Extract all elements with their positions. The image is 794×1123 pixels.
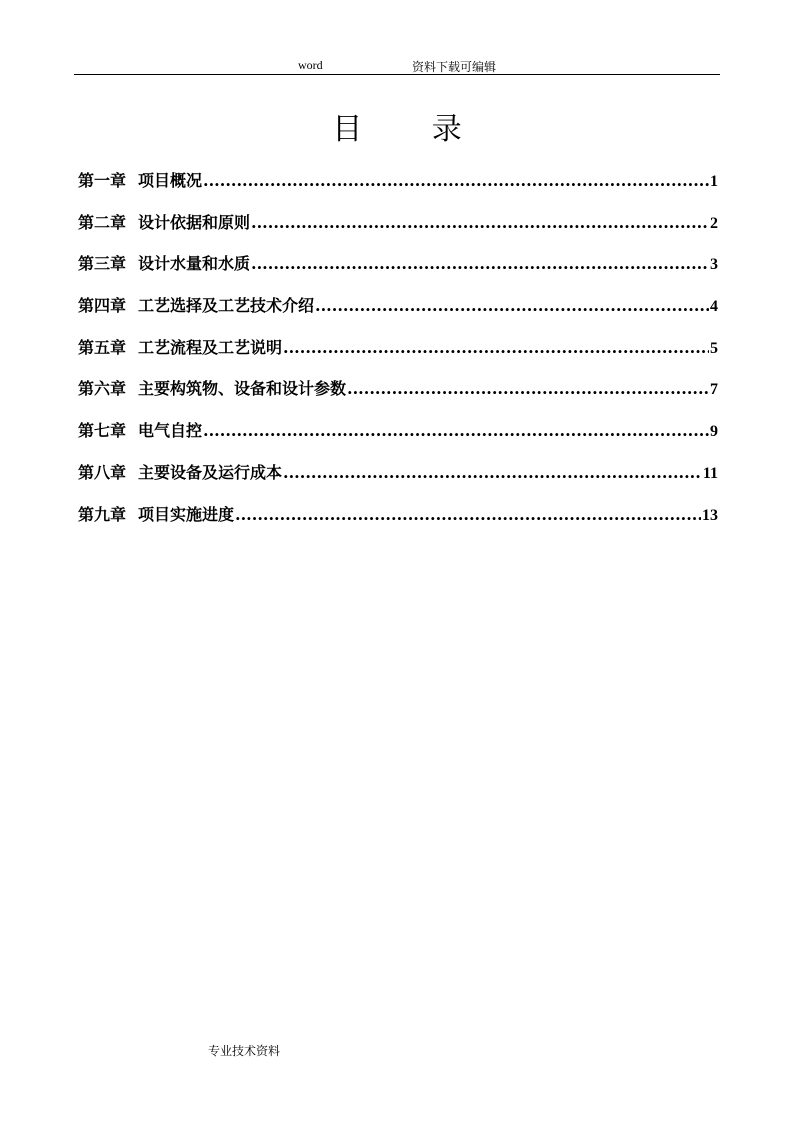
page-header: [74, 56, 720, 75]
page-footer: 专业技术资料: [208, 1044, 281, 1058]
toc-entry-2[interactable]: [78, 210, 718, 252]
toc-chapter-label: 第三章: [78, 254, 127, 274]
toc-entry-8[interactable]: [78, 460, 718, 502]
toc-page-number: 9: [710, 423, 718, 441]
toc-entry-4[interactable]: [78, 293, 718, 335]
toc-entry-3[interactable]: [78, 251, 718, 293]
toc-page-number: 11: [702, 464, 718, 482]
toc-dot-leader: [283, 463, 702, 482]
toc-chapter-label: 第九章: [78, 504, 127, 524]
toc-dot-leader: [203, 421, 709, 440]
toc-chapter-label: 第六章: [78, 379, 127, 399]
toc-chapter-name: 工艺选择及工艺技术介绍: [138, 296, 315, 316]
toc-dot-leader: [315, 296, 709, 315]
toc-page-number: 1: [710, 173, 718, 190]
toc-chapter-name: 设计依据和原则: [138, 212, 251, 232]
toc-page-number: 4: [710, 298, 718, 316]
toc-chapter-label: 第一章: [78, 171, 127, 190]
toc-dot-leader: [283, 338, 709, 357]
toc-entry-1[interactable]: [78, 168, 718, 210]
toc-title: 目 录: [332, 112, 492, 148]
toc-entry-6[interactable]: [78, 376, 718, 418]
toc-chapter-label: 第八章: [78, 462, 127, 482]
toc-page-number: 13: [702, 506, 718, 524]
toc-entry-7[interactable]: [78, 418, 718, 460]
toc-chapter-name: 主要设备及运行成本: [138, 462, 283, 482]
toc-entry-9[interactable]: [78, 502, 718, 544]
toc-chapter-name: 工艺流程及工艺说明: [138, 337, 283, 357]
toc-dot-leader: [235, 505, 701, 524]
toc-page-number: 3: [710, 256, 718, 274]
toc-chapter-label: 第二章: [78, 212, 127, 232]
toc-dot-leader: [347, 379, 709, 398]
toc-chapter-name: 电气自控: [138, 421, 203, 441]
toc-page-number: 2: [710, 214, 718, 232]
toc-chapter-label: 第七章: [78, 421, 127, 441]
toc-entry-5[interactable]: [78, 335, 718, 377]
toc-chapter-label: 第四章: [78, 296, 127, 316]
toc-chapter-name: 项目实施进度: [138, 504, 235, 524]
toc-chapter-label: 第五章: [78, 337, 127, 357]
header-right-text: 资料下载可编辑: [412, 60, 497, 74]
header-left-text: word: [298, 58, 323, 72]
toc-chapter-name: 设计水量和水质: [138, 254, 251, 274]
toc-dot-leader: [251, 254, 709, 273]
table-of-contents: [78, 168, 718, 543]
toc-page-number: 5: [710, 339, 718, 357]
toc-dot-leader: [203, 171, 709, 190]
toc-chapter-name: 主要构筑物、设备和设计参数: [138, 379, 347, 399]
toc-page-number: 7: [710, 381, 718, 399]
toc-dot-leader: [251, 213, 709, 232]
toc-chapter-name: 项目概况: [138, 171, 203, 190]
